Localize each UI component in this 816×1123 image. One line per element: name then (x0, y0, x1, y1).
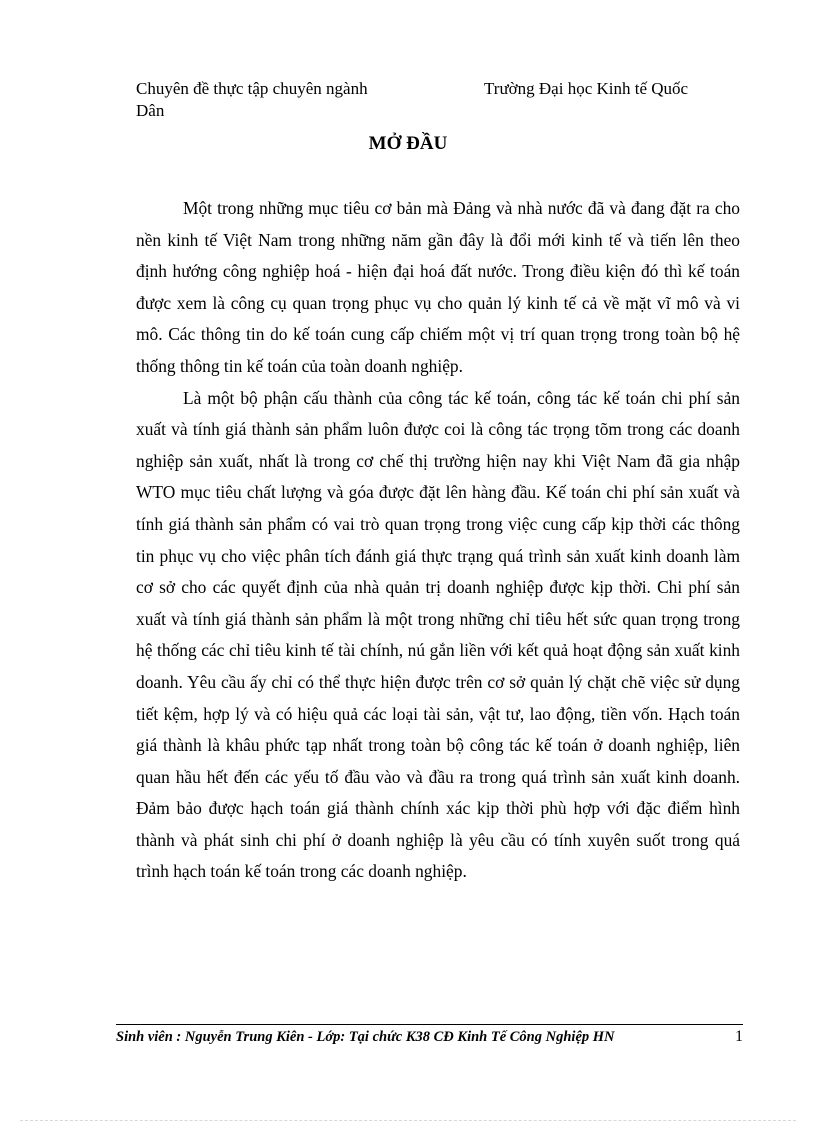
page-number: 1 (735, 1028, 743, 1045)
header-wrap-text: Dân (136, 101, 165, 120)
footer-divider (116, 1024, 743, 1025)
page-bottom-edge (20, 1120, 796, 1121)
document-body (136, 193, 740, 888)
header-left-text: Chuyên đề thực tập chuyên ngành (136, 79, 368, 98)
paragraph-1: Một trong những mục tiêu cơ bản mà Đảng và nhà nước đã và đang đặt ra cho nền kinh tế Việt Nam trong những năm gần đây là đổi mới kinh tế và tiến lên theo định hướng công nghiệp hoá - hiện đại hoá đất nước. Trong điều kiện đó thì kế toán được xem là công cụ quan trọng phục vụ cho quản lý kinh tế cả về mặt vĩ mô và vi mô. Các thông tin do kế toán cung cấp chiếm một vị trí quan trọng trong toàn bộ hệ thống thông tin kế toán của toàn doanh nghiệp. (136, 198, 740, 376)
page-title: MỞ ĐẦU (368, 133, 448, 154)
paragraph-2: Là một bộ phận cấu thành của công tác kế toán, công tác kế toán chi phí sản xuất và tính giá thành sản phẩm luôn được coi là công tác trọng tõm trong các doanh nghiệp sản xuất, nhất là trong cơ chế thị trường hiện nay khi Việt Nam đã gia nhập WTO mục tiêu chất lượng và góa được đặt lên hàng đầu. Kế toán chi phí sản xuất và tính giá thành sản phẩm có vai trò quan trọng trong việc cung cấp kịp thời các thông tin phục vụ cho việc phân tích đánh giá thực trạng quá trình sản xuất kinh doanh làm cơ sở cho các quyết định của nhà quản trị doanh nghiệp được kịp thời. Chi phí sản xuất và tính giá thành sản phẩm là một trong những chỉ tiêu hết sức quan trọng trong hệ thống các chỉ tiêu kinh tế tài chính, nú gắn liền với kết quả hoạt động sản xuất kinh doanh. Yêu cầu ấy chỉ có thể thực hiện được trên cơ sở quản lý chặt chẽ việc sử dụng tiết kệm, hợp lý và có hiệu quả các loại tài sản, vật tư, lao động, tiền vốn. Hạch toán giá thành là khâu phức tạp nhất trong toàn bộ công tác kế toán ở doanh nghiệp, liên quan hầu hết đến các yếu tố đầu vào và đầu ra trong quá trình sản xuất kinh doanh. Đảm bảo được hạch toán giá thành chính xác kịp thời phù hợp với đặc điểm hình thành và phát sinh chi phí ở doanh nghiệp là yêu cầu có tính xuyên suốt trong quá trình hạch toán kế toán trong các doanh nghiệp. (136, 387, 740, 882)
header-right-text: Trường Đại học Kinh tế Quốc (484, 79, 689, 98)
footer-student-info: Sinh viên : Nguyễn Trung Kiên - Lớp: Tại chức K38 CĐ Kinh Tế Công Nghiệp HN (116, 1029, 615, 1045)
